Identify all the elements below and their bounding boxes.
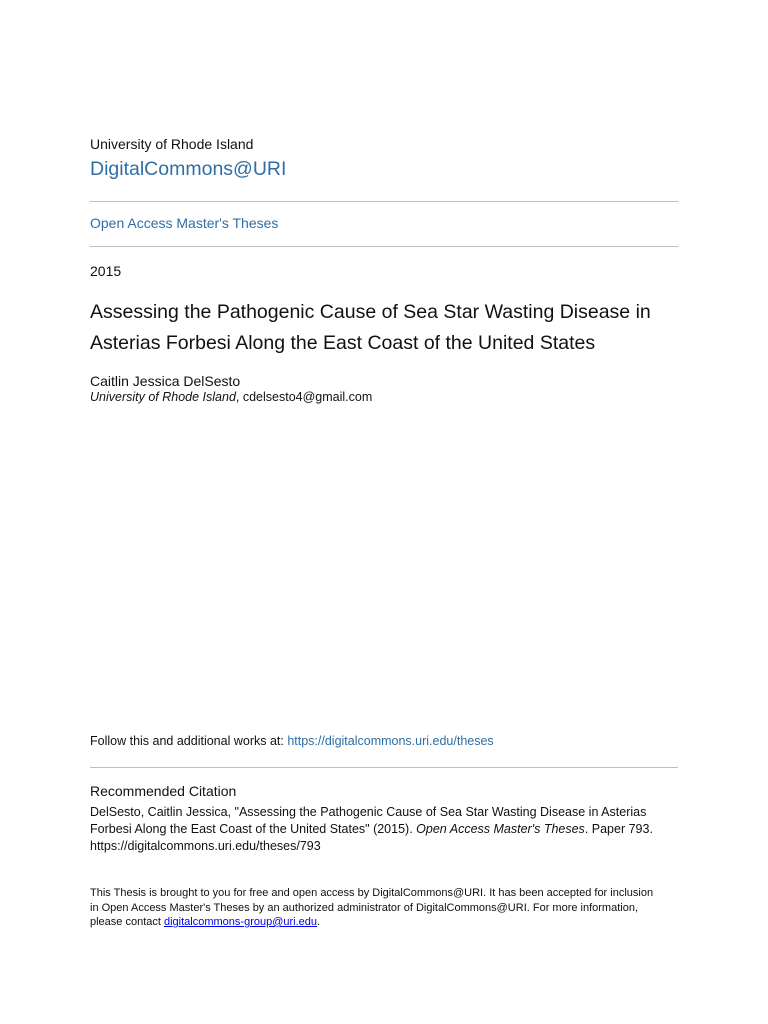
follow-line <box>90 734 494 748</box>
author-email: , cdelsesto4@gmail.com <box>235 390 373 404</box>
access-notice <box>90 886 678 930</box>
citation-journal: Open Access Master's Theses <box>416 822 585 836</box>
thesis-title-line-2: Asterias Forbesi Along the East Coast of the United States <box>90 332 596 354</box>
author-affiliation <box>90 390 372 404</box>
recommended-citation-heading: Recommended Citation <box>90 783 237 799</box>
notice-line-2: in Open Access Master's Theses by an authorized administrator of DigitalCommons@URI. For more information, <box>90 901 639 914</box>
divider-series <box>90 246 678 247</box>
citation-text <box>90 804 678 855</box>
thesis-title-line-1: Assessing the Pathogenic Cause of Sea Star Wasting Disease in <box>90 301 651 323</box>
citation-line-2-suffix: . Paper 793. <box>584 822 653 836</box>
series-link[interactable]: Open Access Master's Theses <box>90 215 279 231</box>
institution-name: University of Rhode Island <box>90 136 254 152</box>
publication-year: 2015 <box>90 263 122 279</box>
divider-citation <box>90 767 678 768</box>
contact-email-link[interactable]: digitalcommons-group@uri.edu <box>164 916 318 928</box>
notice-line-3-prefix: please contact <box>90 916 164 928</box>
citation-line-2-prefix: Forbesi Along the East Coast of the United States" (2015). <box>90 822 417 836</box>
follow-text: Follow this and additional works at: <box>90 734 288 748</box>
author-name: Caitlin Jessica DelSesto <box>90 373 241 389</box>
divider-top <box>90 201 678 202</box>
citation-url: https://digitalcommons.uri.edu/theses/793 <box>90 839 321 853</box>
affiliation-institution: University of Rhode Island <box>90 390 236 404</box>
notice-line-3-suffix: . <box>317 916 321 928</box>
cover-page <box>90 0 678 1024</box>
repository-link[interactable]: DigitalCommons@URI <box>90 158 287 180</box>
thesis-title <box>90 297 678 359</box>
notice-line-1: This Thesis is brought to you for free and open access by DigitalCommons@URI. It has been accepted for inclusion <box>90 887 654 899</box>
citation-line-1: DelSesto, Caitlin Jessica, "Assessing the Pathogenic Cause of Sea Star Wasting Disease in Asterias <box>90 805 647 819</box>
theses-collection-link[interactable]: https://digitalcommons.uri.edu/theses <box>287 734 494 748</box>
